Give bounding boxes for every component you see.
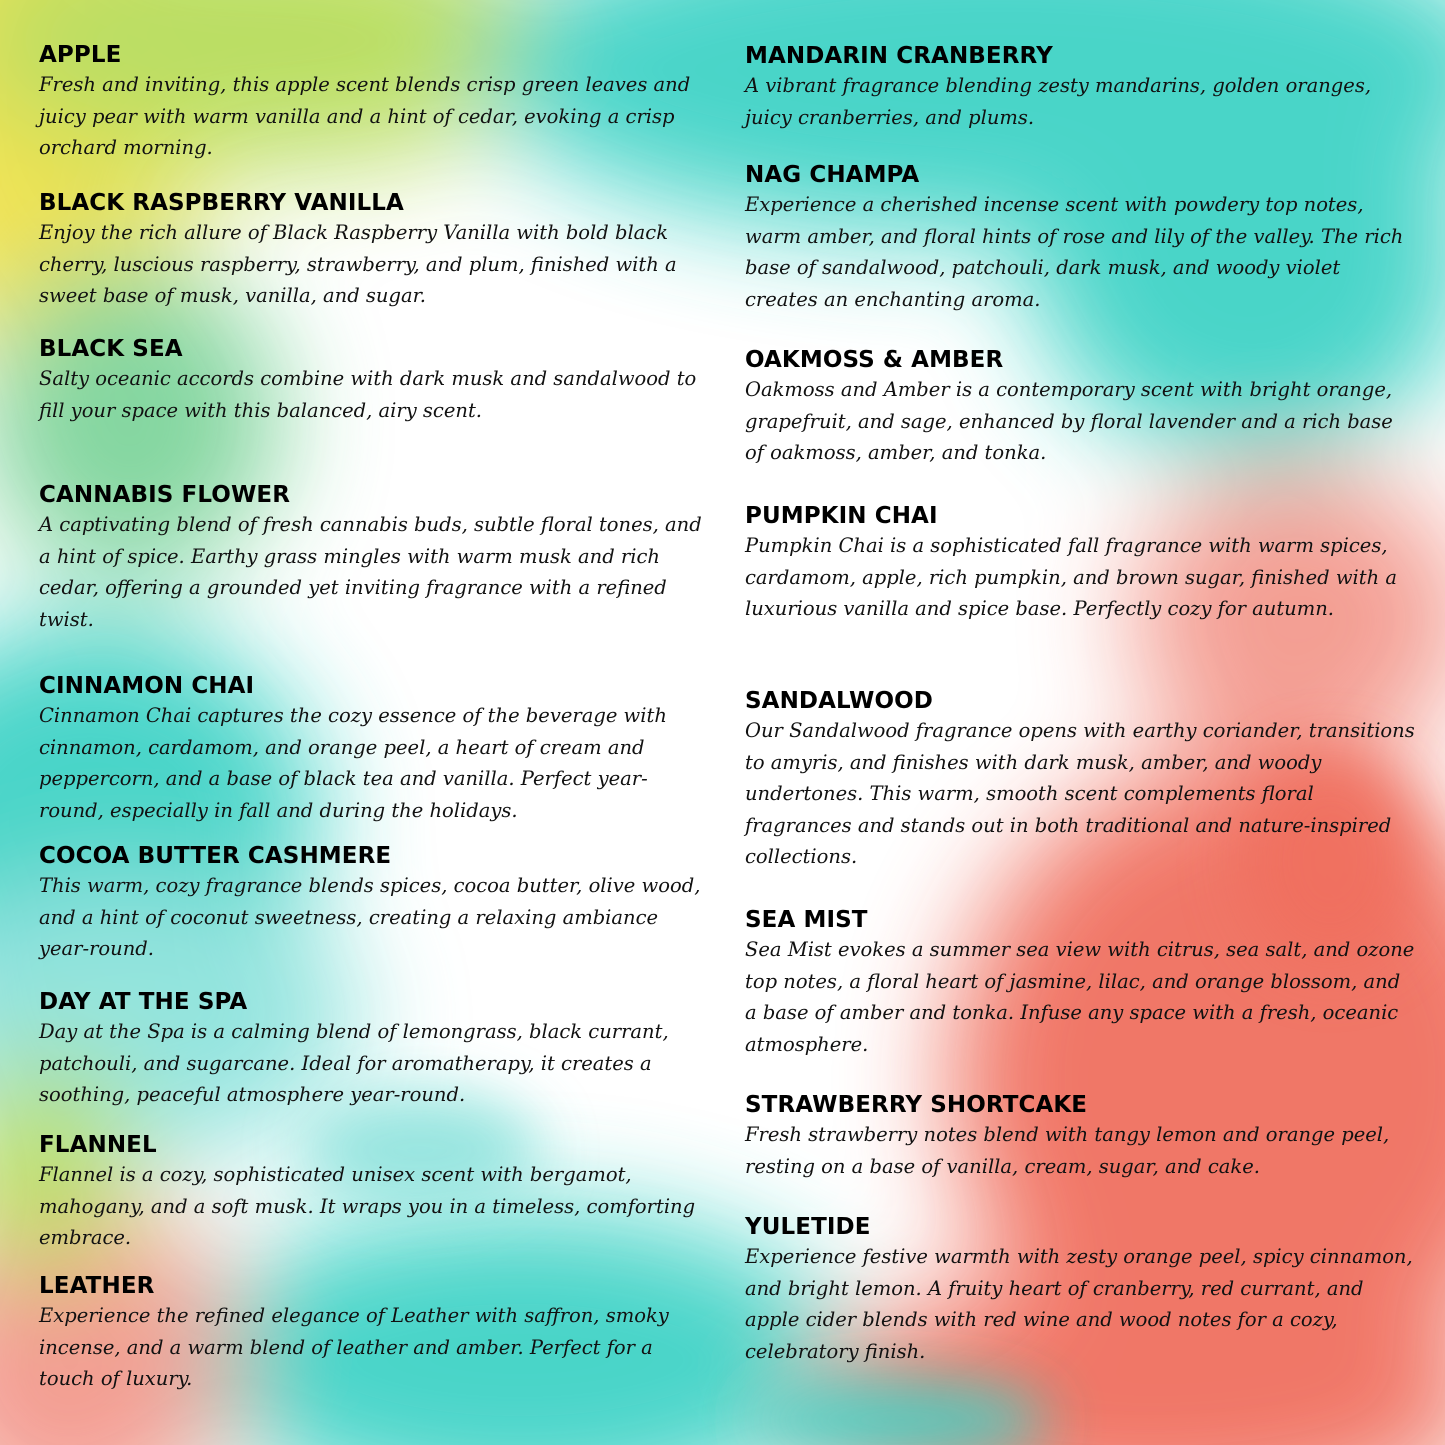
scent-description: Oakmoss and Amber is a contemporary scent with bright orange, grapefruit, and sage, enhanced by floral lavender and a rich base of oakmoss, amber, and tonka. (745, 378, 1393, 464)
scent-entry (39, 189, 704, 312)
scent-name: OAKMOSS & AMBER (745, 347, 1004, 373)
scent-name: SEA MIST (745, 907, 868, 933)
scent-name: BLACK RASPBERRY VANILLA (39, 190, 404, 216)
scent-description: Experience festive warmth with zesty orange peel, spicy cinnamon, and bright lemon. A fruity heart of cranberry, red currant, and apple cider blends with red wine and wood notes for a cozy, celebratory finish. (745, 1245, 1413, 1363)
scent-description: Salty oceanic accords combine with dark musk and sandalwood to fill your space with this balanced, airy scent. (39, 367, 697, 422)
scent-name: COCOA BUTTER CASHMERE (39, 843, 392, 869)
scent-entry (745, 1091, 1417, 1182)
scent-entry (39, 481, 704, 635)
scent-entry (745, 502, 1417, 625)
scent-name: PUMPKIN CHAI (745, 503, 938, 529)
scent-entry (39, 335, 704, 426)
scent-description: Fresh and inviting, this apple scent blends crisp green leaves and juicy pear with warm vanilla and a hint of cedar, evoking a crisp orchard morning. (39, 73, 691, 159)
scent-description: Experience the refined elegance of Leather with saffron, smoky incense, and a warm blend of leather and amber. Perfect for a touch of luxury. (39, 1304, 669, 1390)
scent-entry (745, 687, 1417, 873)
scent-description: Cinnamon Chai captures the cozy essence of the beverage with cinnamon, cardamom, and orange peel, a heart of cream and peppercorn, and a base of black tea and vanilla. Perfect year-round, especially in fall and during the holidays. (39, 704, 667, 822)
scent-description: Day at the Spa is a calming blend of lemongrass, black currant, patchouli, and sugarcane. Ideal for aromatherapy, it creates a soothing, peaceful atmosphere year-round. (39, 1020, 669, 1106)
scent-description: Experience a cherished incense scent with powdery top notes, warm amber, and floral hints of rose and lily of the valley. The rich base of sandalwood, patchouli, dark musk, and woody violet creates an enchanting aroma. (745, 193, 1404, 311)
scent-description: Our Sandalwood fragrance opens with earthy coriander, transitions to amyris, and finishes with dark musk, amber, and woody undertones. This warm, smooth scent complements floral fragrances and stands out in both traditional and nature-inspired collections. (745, 719, 1415, 868)
scent-entry (39, 842, 704, 965)
scent-name: BLACK SEA (39, 336, 183, 362)
scent-description: A vibrant fragrance blending zesty mandarins, golden oranges, juicy cranberries, and plums. (745, 74, 1372, 129)
scent-description: A captivating blend of fresh cannabis buds, subtle floral tones, and a hint of spice. Earthy grass mingles with warm musk and rich cedar, offering a grounded yet inviting fragrance with a refined twist. (39, 513, 702, 631)
scent-entry (39, 988, 704, 1111)
scent-description: Flannel is a cozy, sophisticated unisex scent with bergamot, mahogany, and a soft musk. It wraps you in a timeless, comforting embrace. (39, 1163, 696, 1249)
scent-description: Pumpkin Chai is a sophisticated fall fragrance with warm spices, cardamom, apple, rich pumpkin, and brown sugar, finished with a luxurious vanilla and spice base. Perfectly cozy for autumn. (745, 534, 1397, 620)
scent-name: APPLE (39, 42, 122, 68)
scent-entry (39, 1272, 704, 1395)
scent-name: MANDARIN CRANBERRY (745, 43, 1053, 69)
scent-description: Sea Mist evokes a summer sea view with citrus, sea salt, and ozone top notes, a floral heart of jasmine, lilac, and orange blossom, and a base of amber and tonka. Infuse any space with a fresh, oceanic atmosphere. (745, 938, 1415, 1056)
scent-name: CANNABIS FLOWER (39, 482, 291, 508)
scent-entry (39, 672, 704, 826)
scent-name: DAY AT THE SPA (39, 989, 248, 1015)
scent-description: Fresh strawberry notes blend with tangy lemon and orange peel, resting on a base of vanilla, cream, sugar, and cake. (745, 1123, 1390, 1178)
scent-name: SANDALWOOD (745, 688, 933, 714)
scent-entry (39, 1131, 704, 1254)
scent-entry (745, 1213, 1417, 1367)
scent-entry (745, 906, 1417, 1060)
scent-name: FLANNEL (39, 1132, 157, 1158)
scent-entry (745, 42, 1417, 133)
scent-name: STRAWBERRY SHORTCAKE (745, 1092, 1088, 1118)
scent-description: Enjoy the rich allure of Black Raspberry Vanilla with bold black cherry, luscious raspberry, strawberry, and plum, finished with a sweet base of musk, vanilla, and sugar. (39, 221, 677, 307)
scent-entry (39, 41, 704, 164)
scent-name: NAG CHAMPA (745, 162, 920, 188)
scent-name: LEATHER (39, 1273, 155, 1299)
scent-entry (745, 346, 1417, 469)
scent-entry (745, 161, 1417, 315)
scent-name: CINNAMON CHAI (39, 673, 255, 699)
scent-description: This warm, cozy fragrance blends spices, cocoa butter, olive wood, and a hint of coconut sweetness, creating a relaxing ambiance year-round. (39, 874, 701, 960)
scent-name: YULETIDE (745, 1214, 871, 1240)
